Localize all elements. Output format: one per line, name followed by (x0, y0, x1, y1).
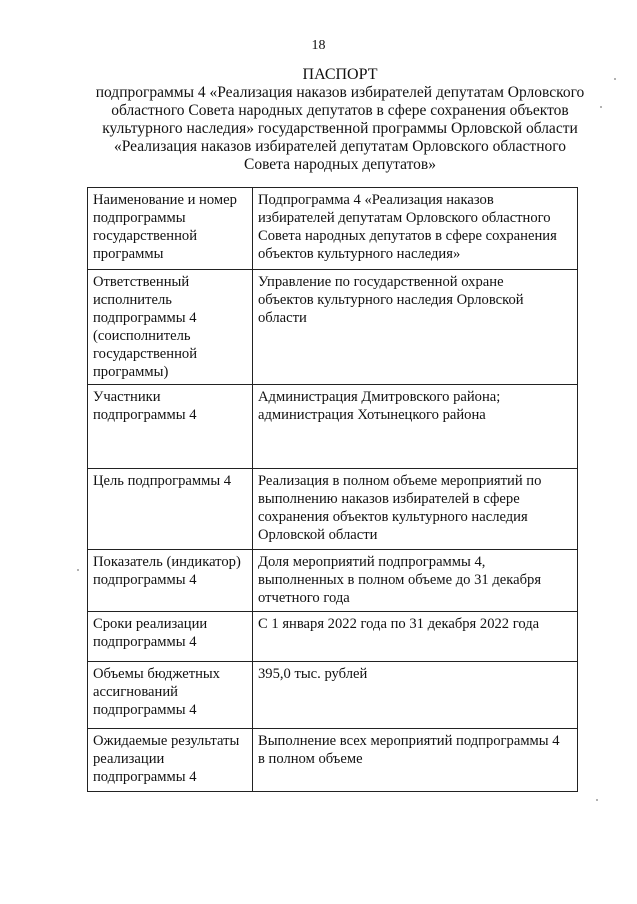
row-name-cell (88, 729, 253, 792)
row-name-cell (88, 469, 253, 550)
cell-text: 395,0 тыс. рублей (258, 666, 368, 682)
row-name-cell (88, 550, 253, 612)
table-row (88, 550, 578, 612)
passport-title: ПАСПОРТ (302, 66, 378, 83)
page-number: 18 (311, 38, 326, 53)
table-row (88, 270, 578, 385)
cell-text: Показатель (индикатор) (93, 554, 241, 570)
cell-text: подпрограммы 4 (93, 572, 197, 588)
row-value-cell (253, 729, 578, 792)
row-value-cell (253, 270, 578, 385)
row-value-cell (253, 385, 578, 469)
passport-heading (90, 66, 590, 174)
scan-speck (596, 799, 598, 801)
cell-text: программы (93, 246, 164, 262)
cell-text: избирателей депутатам Орловского областного (258, 210, 551, 226)
cell-text: Подпрограмма 4 «Реализация наказов (258, 192, 494, 208)
cell-text: Выполнение всех мероприятий подпрограммы 4 (258, 733, 560, 749)
cell-text: Ответственный (93, 274, 190, 290)
cell-text: объектов культурного наследия Орловской (258, 292, 524, 308)
cell-text: (соисполнитель (93, 328, 191, 344)
table-row (88, 188, 578, 270)
cell-text: выполнению наказов избирателей в сфере (258, 491, 520, 507)
cell-text: ассигнований (93, 684, 178, 700)
row-value-cell (253, 612, 578, 662)
cell-text: Реализация в полном объеме мероприятий по (258, 473, 542, 489)
scan-speck (614, 78, 616, 80)
table-row (88, 385, 578, 469)
cell-text: С 1 января 2022 года по 31 декабря 2022 года (258, 616, 540, 632)
cell-text: Наименование и номер (93, 192, 237, 208)
cell-text: подпрограммы (93, 210, 186, 226)
cell-text: администрация Хотынецкого района (258, 407, 486, 423)
heading-line: подпрограммы 4 «Реализация наказов избирателей депутатам Орловского (95, 84, 585, 101)
cell-text: программы) (93, 364, 169, 380)
cell-text: подпрограммы 4 (93, 407, 197, 423)
row-name-cell (88, 662, 253, 729)
table-row (88, 612, 578, 662)
cell-text: исполнитель (93, 292, 172, 308)
heading-line: Совета народных депутатов» (243, 156, 436, 173)
row-value-cell (253, 188, 578, 270)
table-row (88, 662, 578, 729)
row-name-cell (88, 385, 253, 469)
cell-text: Управление по государственной охране (258, 274, 504, 290)
heading-line: областного Совета народных депутатов в сфере сохранения объектов (111, 102, 569, 119)
cell-text: отчетного года (258, 590, 350, 606)
cell-text: государственной (93, 228, 198, 244)
scan-speck (600, 106, 602, 108)
row-name-cell (88, 612, 253, 662)
cell-text: подпрограммы 4 (93, 634, 197, 650)
row-value-cell (253, 550, 578, 612)
row-name-cell (88, 270, 253, 385)
cell-text: Сроки реализации (93, 616, 208, 632)
cell-text: выполненных в полном объеме до 31 декабря (258, 572, 542, 588)
cell-text: государственной (93, 346, 198, 362)
heading-line: «Реализация наказов избирателей депутатам Орловского областного (114, 138, 566, 155)
cell-text: Цель подпрограммы 4 (93, 473, 232, 489)
cell-text: Объемы бюджетных (93, 666, 220, 682)
cell-text: сохранения объектов культурного наследия (258, 509, 528, 525)
row-value-cell (253, 662, 578, 729)
cell-text: Совета народных депутатов в сфере сохранения (258, 228, 557, 244)
cell-text: Участники (93, 389, 161, 405)
heading-line: культурного наследия» государственной программы Орловской области (102, 120, 578, 137)
scan-speck (77, 569, 79, 571)
cell-text: подпрограммы 4 (93, 702, 197, 718)
cell-text: объектов культурного наследия» (258, 246, 461, 262)
cell-text: Доля мероприятий подпрограммы 4, (258, 554, 486, 570)
table-row (88, 729, 578, 792)
table-row (88, 469, 578, 550)
cell-text: Орловской области (258, 527, 378, 543)
cell-text: реализации (93, 751, 165, 767)
cell-text: Ожидаемые результаты (93, 733, 240, 749)
cell-text: области (258, 310, 307, 326)
cell-text: Администрация Дмитровского района; (258, 389, 501, 405)
cell-text: подпрограммы 4 (93, 769, 197, 785)
row-name-cell (88, 188, 253, 270)
row-value-cell (253, 469, 578, 550)
passport-table (87, 187, 578, 792)
cell-text: в полном объеме (258, 751, 363, 767)
cell-text: подпрограммы 4 (93, 310, 197, 326)
